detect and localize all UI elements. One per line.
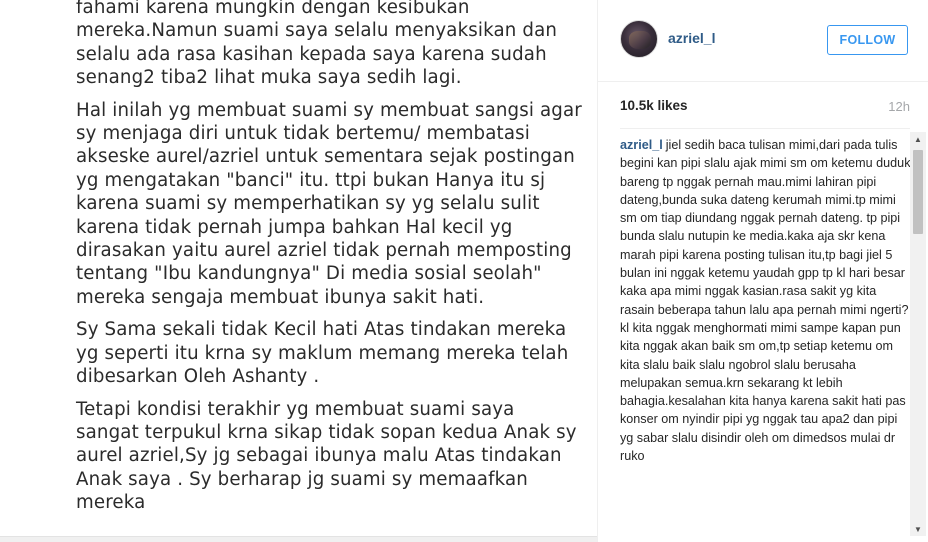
- comment-list: [620, 136, 912, 536]
- post-paragraph: Tetapi kondisi terakhir yg membuat suami saya sangat terpukul krna sikap tidak sopan kedua Anak sy aurel azriel,Sy jg sebagai ibunya malu Atas tindakan Anak saya . Sy berharap jg suami sy memaafkan mereka: [76, 398, 577, 514]
- post-paragraph: Sy Sama sekali tidak Kecil hati Atas tindakan mereka yg seperti itu krna sy maklum memang mereka telah dibesarkan Oleh Ashanty .: [76, 319, 569, 388]
- post-text: [76, 0, 591, 524]
- follow-button[interactable]: FOLLOW: [827, 25, 908, 55]
- comment-text: jiel sedih baca tulisan mimi,dari pada tulis begini kan pipi slalu ajak mimi sm om ketemu duduk bareng tp nggak pernah mau.mimi lahiran pipi dateng,bunda suka dateng kerumah mimi.tp mimi sm om tiap diundang nggak pernah dateng. tp pipi bunda slalu nutupin ke media.kaka aja skr kena marah pipi karena posting tulisan itu,tp bagi jiel 5 bulan ini nggak ketemu yaudah gpp tp kl hari besar kaka apa mimi nggak kasian.rasa sakit yg kita rasain beberapa tahun lalu apa pernah mimi ngerti? kl kita nggak menghormati mimi sampe kapan pun kita nggak akan baik sm om,tp setiap ketemu om kita slalu baik slalu ngobrol slalu berusaha melupakan semua.krn sekarang kt lebih bahagia.kesalahan kita hanya karena sakit hati pas konser om nyindir pipi yg nggak tau apa2 dan pipi yg sabar slalu disindir oleh om dimedsos mulai dr ruko: [620, 138, 911, 464]
- post-paragraph: fahami karena mungkin dengan kesibukan mereka.Namun suami saya selalu menyaksikan dan selalu ada rasa kasihan kepada saya karena sudah senang2 tiba2 lihat muka saya sedih lagi.: [76, 0, 558, 89]
- post-header: [598, 0, 928, 82]
- likes-row: [620, 98, 910, 118]
- triangle-down-icon[interactable]: ▼: [914, 524, 922, 534]
- likes-count[interactable]: 10.5k likes: [620, 98, 688, 113]
- post-time[interactable]: 12h: [888, 99, 910, 114]
- triangle-up-icon[interactable]: ▲: [914, 134, 922, 144]
- avatar[interactable]: [620, 20, 658, 58]
- comment-username[interactable]: azriel_l: [620, 138, 663, 152]
- post-paragraph: Hal inilah yg membuat suami sy membuat sangsi agar sy menjaga diri untuk tidak bertemu/ membatasi akseske aurel/azriel untuk sementara sejak postingan yg mengatakan "banci" itu. ttpi bukan Hanya itu sj karena suami sy memperhatikan sy yg selalu sulit karena tidak pernah jumpa bahkan Hal kecil yg dirasakan yaitu aurel azriel tidak pernah memposting tentang "Ibu kandungnya" Di media sosial seolah" mereka sengaja membuat ibunya sakit hati.: [76, 99, 582, 308]
- image-bottom-edge: [0, 536, 597, 542]
- post-sidebar: [598, 0, 928, 542]
- comment: [620, 136, 912, 465]
- scroll-thumb[interactable]: [913, 150, 923, 234]
- comments-scrollbar[interactable]: [910, 132, 926, 536]
- stats-divider: [620, 128, 910, 129]
- username-link[interactable]: azriel_l: [668, 30, 716, 46]
